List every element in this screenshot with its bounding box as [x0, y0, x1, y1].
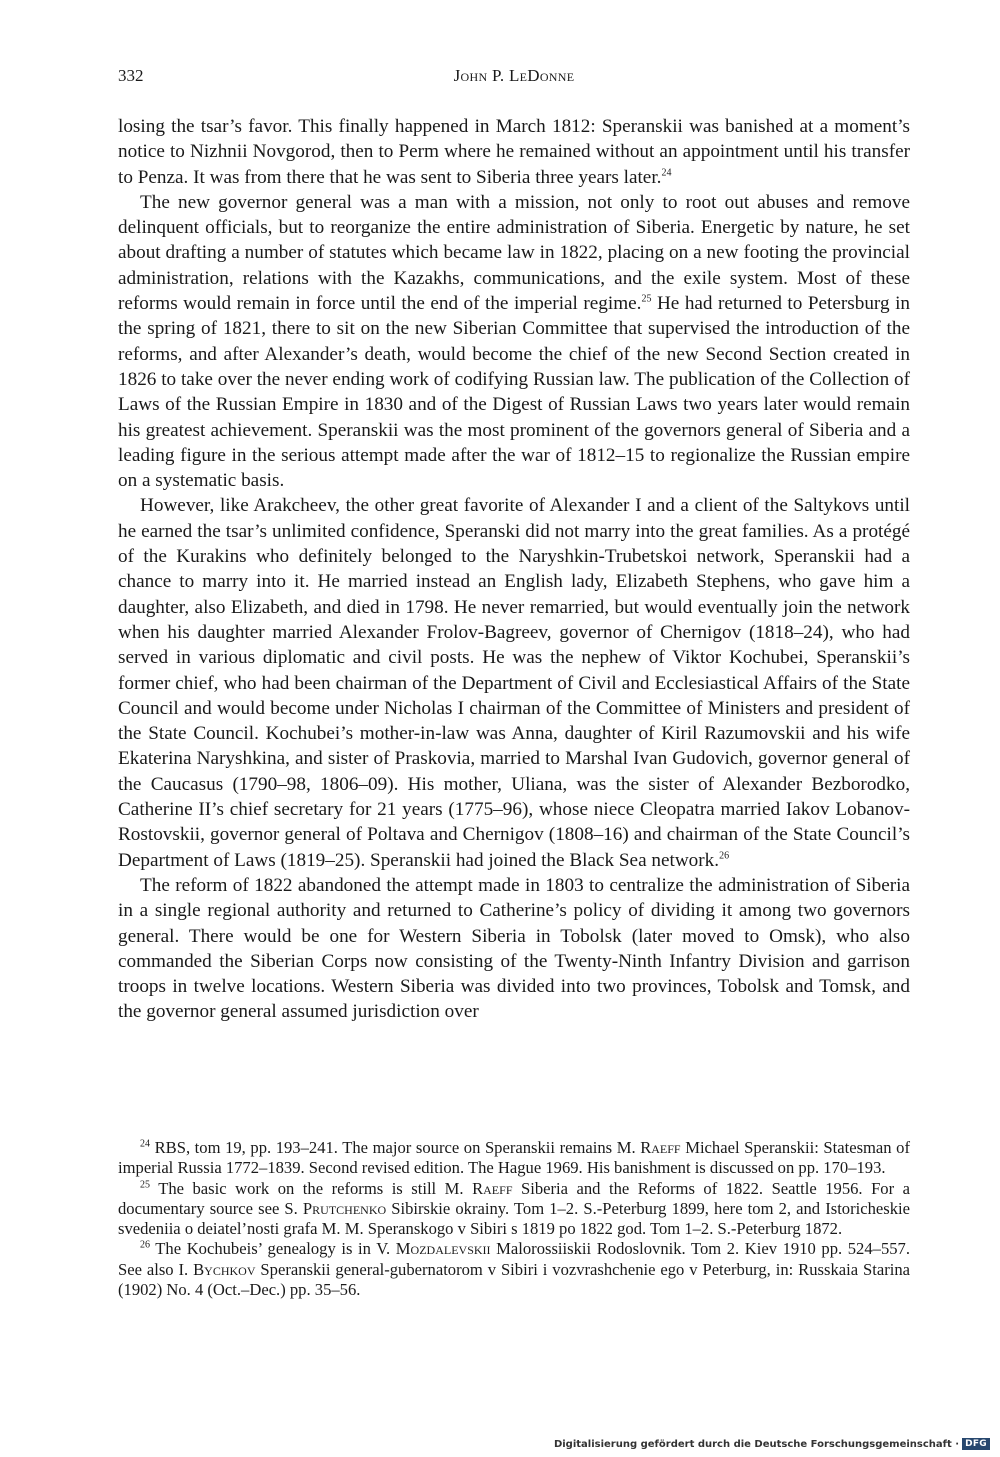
footnote-24: [118, 1138, 910, 1179]
footnote-26-text-b: Malorossiiskii Rodoslovnik. Tom 2. Kiev 1910 pp. 524–557. See also I.: [118, 1239, 910, 1279]
running-title: John P. LeDonne: [453, 66, 575, 85]
footnote-ref-25: 25: [641, 293, 652, 305]
footnote-26-author-2: Bychkov: [193, 1259, 256, 1279]
footnote-24-text-a: RBS, tom 19, pp. 193–241. The major source on Speranskii remains M.: [150, 1138, 641, 1157]
footnote-25-author-1: Raeff: [472, 1178, 513, 1198]
footnote-26-text-c: Speranskii general-gubernatorom v Sibiri i vozvrashchenie ego v Peterburg, in: Russkaia Starina (1902) No. 4 (Oct.–Dec.) pp. 35–56.: [118, 1259, 910, 1300]
paragraph-4: [118, 873, 910, 1025]
dfg-logo-icon: DFG: [962, 1438, 990, 1450]
footnote-26-text-a: The Kochubeis’ genealogy is in V.: [150, 1239, 396, 1259]
footnote-ref-24: 24: [661, 167, 672, 179]
paragraph-2-text-a: The new governor general was a man with a mission, not only to root out abuses and remove delinquent officials, but to reorganize the entire administration of Siberia. Energetic by nature, he set about drafting a number of statutes which became law in 1822, placing on a new footing the provincial administration, relations with the Kazakhs, communications, and the exile system. Most of these reforms would remain in force until the end of the imperial regime.: [118, 191, 910, 315]
footnote-26-number: 26: [140, 1239, 150, 1251]
digitization-credit: Digitalisierung gefördert durch die Deutsche Forschungsgemeinschaft · DFG: [554, 1437, 990, 1451]
paragraph-3: [118, 493, 910, 872]
footnote-26-author-1: Mozdalevskii: [395, 1239, 491, 1259]
footnotes: [118, 1138, 910, 1300]
footnote-26: [118, 1239, 910, 1300]
footnote-24-author: Raeff: [640, 1138, 681, 1157]
credit-text: Digitalisierung gefördert durch die Deutsche Forschungsgemeinschaft: [553, 1438, 952, 1450]
page-header: [118, 66, 910, 90]
paragraph-2-text-b: He had returned to Petersburg in the spring of 1821, there to sit on the new Siberian Committee that supervised the introduction of the reforms, and after Alexander’s death, would become the chief of the new Second Section created in 1826 to take over the never ending work of codifying Russian law. The publication of the Collection of Laws of the Russian Empire in 1830 and of the Digest of Russian Laws two years later would remain his greatest achievement. Speranskii was the most prominent of the governors general of Siberia and a leading figure in the serious attempt made after the war of 1812–15 to regionalize the Russian empire on a systematic basis.: [118, 293, 910, 492]
footnote-25-number: 25: [140, 1179, 150, 1191]
footnote-25: [118, 1179, 910, 1240]
body-text: [118, 114, 910, 1025]
footnote-25-text-c: Sibirskie okrainy. Tom 1–2. S.-Peterburg 1899, here tom 2, and Istoricheskie svedeniia o deiatel’nosti grafa M. M. Speranskogo v Sibiri s 1819 po 1822 god. Tom 1–2. S.-Peterburg 1872.: [118, 1198, 910, 1239]
footnote-24-number: 24: [140, 1138, 150, 1150]
paragraph-3-text: However, like Arakcheev, the other great favorite of Alexander I and a client of the Saltykovs until he earned the tsar’s unlimited confidence, Speranski did not marry into the great families. As a protégé of the Kurakins who definitely belonged to the Naryshkin-Trubetskoi network, Speranskii had a chance to marry into it. He married instead an English lady, Elizabeth Stephens, who gave him a daughter, also Elizabeth, and died in 1798. He never remarried, but would eventually join the network when his daughter married Alexander Frolov-Bagreev, governor of Chernigov (1818–24), who had served in various diplomatic and civil posts. He was the nephew of Viktor Kochubei, Speranskii’s former chief, who had been chairman of the Department of Civil and Ecclesiastical Affairs of the State Council and would become under Nicholas I chairman of the Committee of Ministers and president of the State Council. Kochubei’s mother-in-law was Anna, daughter of Kiril Razumovskii and his wife Ekaterina Naryshkina, and sister of Praskovia, married to Marshal Ivan Gudovich, governor general of the Caucasus (1790–98, 1806–09). His mother, Uliana, was the sister of Alexander Bezborodko, Catherine II’s chief secretary for 21 years (1775–96), whose niece Cleopatra married Iakov Lobanov-Rostovskii, governor general of Poltava and Chernigov (1808–16) and chairman of the State Council’s Department of Laws (1819–25). Speranskii had joined the Black Sea network.: [118, 495, 910, 871]
paragraph-2: [118, 190, 910, 494]
footnote-25-text-a: The basic work on the reforms is still M.: [150, 1178, 473, 1198]
footnote-25-author-2: Prutchenko: [302, 1198, 387, 1218]
paragraph-1: [118, 114, 910, 190]
footnote-ref-26: 26: [719, 850, 730, 862]
footnote-25-text-b: Siberia and the Reforms of 1822. Seattle 1956. For a documentary source see S.: [118, 1178, 910, 1218]
paragraph-4-text: The reform of 1822 abandoned the attempt made in 1803 to centralize the administration of Siberia in a single regional authority and returned to Catherine’s policy of dividing it among two governors general. There would be one for Western Siberia in Tobolsk (later moved to Omsk), who also commanded the Siberian Corps now consisting of the Twenty-Ninth Infantry Division and garrison troops in twelve locations. Western Siberia was divided into two provinces, Tobolsk and Tomsk, and the governor general assumed jurisdiction over: [118, 874, 910, 1023]
page-number: 332: [118, 66, 144, 85]
paragraph-1-text: losing the tsar’s favor. This finally happened in March 1812: Speranskii was banished at a moment’s notice to Nizhnii Novgorod, then to Perm where he remained without an appointment until his transfer to Penza. It was from there that he was sent to Siberia three years later.: [118, 116, 910, 188]
footnote-24-text-b: Michael Speranskii: Statesman of imperial Russia 1772–1839. Second revised edition. The Hague 1969. His banishment is discussed on pp. 170–193.: [118, 1138, 910, 1178]
